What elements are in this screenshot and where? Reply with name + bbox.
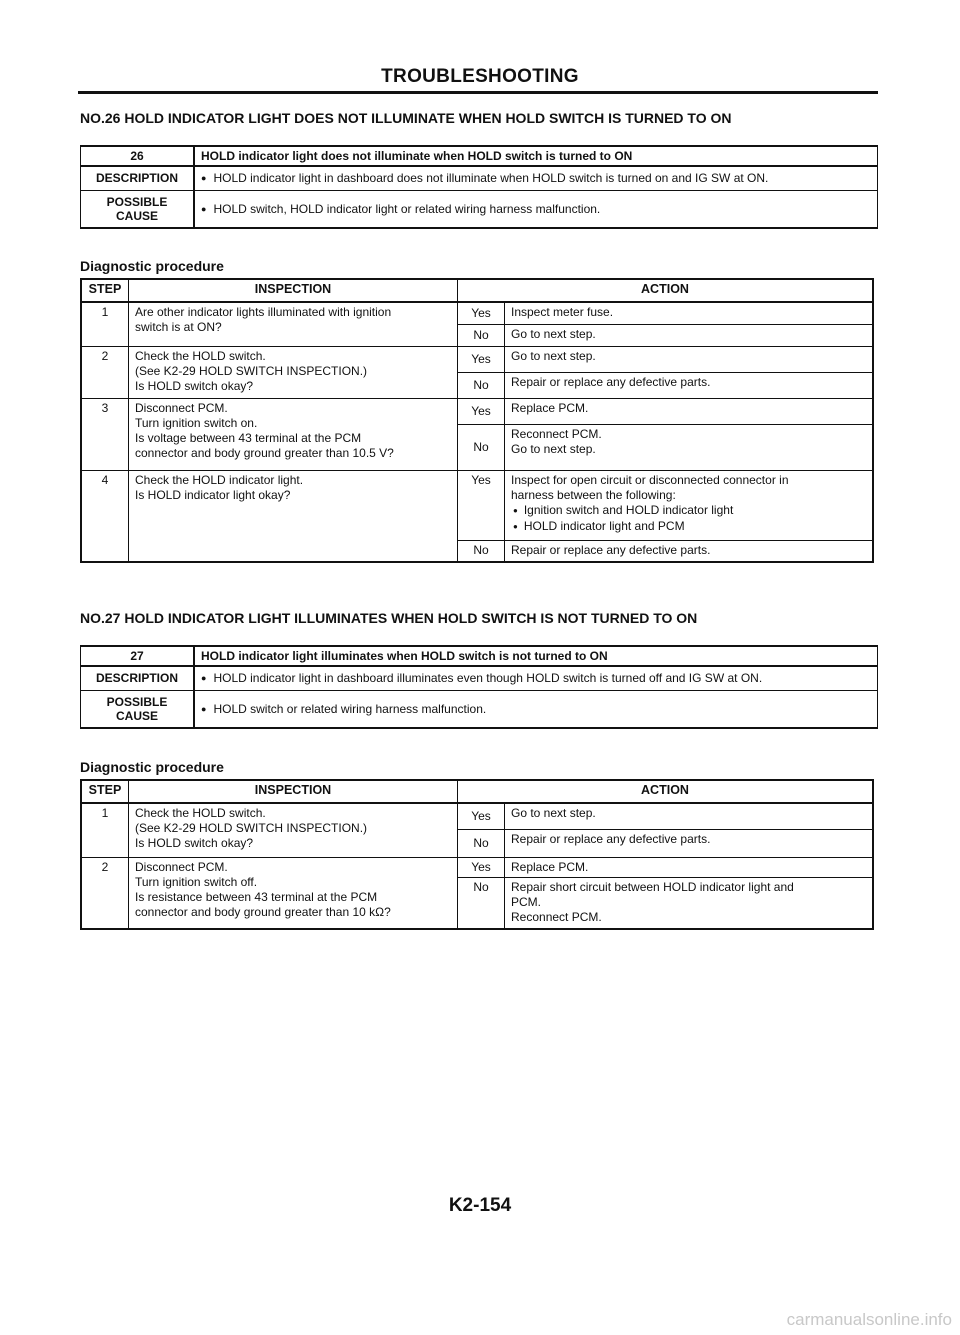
section-26-procedure-table	[80, 278, 874, 563]
yes-action-bullet: ● Ignition switch and HOLD indicator light	[511, 503, 866, 519]
yes-action: Inspect meter fuse.	[505, 302, 874, 324]
no-action: Repair or replace any defective parts.	[505, 540, 874, 562]
step-inspection: Disconnect PCM. Turn ignition switch on. Is voltage between 43 terminal at the PCM connector and body ground greater than 10.5 V?	[129, 398, 458, 470]
possible-cause-text: ● HOLD switch, HOLD indicator light or related wiring harness malfunction.	[201, 202, 600, 216]
description-text: ● HOLD indicator light in dashboard illuminates even though HOLD switch is turned off and IG SW at ON.	[201, 671, 762, 685]
no-label: No	[458, 424, 505, 470]
step-inspection: Check the HOLD switch. (See K2-29 HOLD SWITCH INSPECTION.) Is HOLD switch okay?	[129, 346, 458, 398]
step-inspection: Check the HOLD switch. (See K2-29 HOLD SWITCH INSPECTION.) Is HOLD switch okay?	[129, 803, 458, 857]
yes-label: Yes	[458, 302, 505, 324]
step-number: 2	[81, 857, 129, 929]
no-label: No	[458, 877, 505, 929]
symptom-number: 26	[81, 146, 195, 166]
step-inspection: Check the HOLD indicator light. Is HOLD indicator light okay?	[129, 470, 458, 562]
yes-label: Yes	[458, 857, 505, 877]
diagnostic-procedure-label: Diagnostic procedure	[80, 258, 224, 274]
step-number: 1	[81, 302, 129, 346]
step-inspection: Disconnect PCM. Turn ignition switch off. Is resistance between 43 terminal at the PCM connector and body ground greater than 10 kΩ?	[129, 857, 458, 929]
page-title: TROUBLESHOOTING	[381, 66, 579, 87]
yes-label: Yes	[458, 346, 505, 372]
section-27-procedure-table	[80, 779, 874, 930]
step-number: 1	[81, 803, 129, 857]
yes-label: Yes	[458, 398, 505, 424]
no-label: No	[458, 372, 505, 398]
possible-cause-text: ● HOLD switch or related wiring harness malfunction.	[201, 702, 486, 716]
diagnostic-procedure-label: Diagnostic procedure	[80, 759, 224, 775]
step-number: 3	[81, 398, 129, 470]
description-label: DESCRIPTION	[81, 166, 195, 190]
no-action: Repair or replace any defective parts.	[505, 372, 874, 398]
no-label: No	[458, 324, 505, 346]
yes-action: Replace PCM.	[505, 857, 874, 877]
column-inspection: INSPECTION	[129, 780, 458, 803]
no-label: No	[458, 829, 505, 857]
yes-label: Yes	[458, 803, 505, 829]
column-inspection: INSPECTION	[129, 279, 458, 302]
possible-cause-label: POSSIBLE CAUSE	[81, 690, 195, 728]
yes-action: Inspect for open circuit or disconnected connector in harness between the following: ● Ignition switch and HOLD indicator light ● HOLD indicator light and PCM	[505, 470, 874, 540]
description-text: ● HOLD indicator light in dashboard does not illuminate when HOLD switch is turned on and IG SW at ON.	[201, 171, 768, 185]
section-26-info-table	[80, 145, 878, 229]
column-action: ACTION	[458, 780, 874, 803]
no-action: Repair short circuit between HOLD indicator light and PCM. Reconnect PCM.	[505, 877, 874, 929]
watermark: carmanualsonline.info	[786, 1310, 952, 1329]
page-number: K2-154	[448, 1195, 512, 1216]
yes-action: Replace PCM.	[505, 398, 874, 424]
column-step: STEP	[81, 780, 129, 803]
step-inspection: Are other indicator lights illuminated with ignition switch is at ON?	[129, 302, 458, 346]
column-action: ACTION	[458, 279, 874, 302]
column-step: STEP	[81, 279, 129, 302]
no-action: Go to next step.	[505, 324, 874, 346]
symptom-title: HOLD indicator light does not illuminate when HOLD switch is turned to ON	[194, 146, 878, 166]
no-action: Reconnect PCM. Go to next step.	[505, 424, 874, 470]
yes-action: Go to next step.	[505, 346, 874, 372]
title-rule	[78, 91, 878, 94]
no-label: No	[458, 540, 505, 562]
step-number: 2	[81, 346, 129, 398]
no-action: Repair or replace any defective parts.	[505, 829, 874, 857]
description-label: DESCRIPTION	[81, 666, 195, 690]
symptom-title: HOLD indicator light illuminates when HOLD switch is not turned to ON	[194, 646, 878, 666]
section-27-heading: NO.27 HOLD INDICATOR LIGHT ILLUMINATES WHEN HOLD SWITCH IS NOT TURNED TO ON	[80, 610, 698, 626]
symptom-number: 27	[81, 646, 195, 666]
yes-action: Go to next step.	[505, 803, 874, 829]
yes-action-bullet: ● HOLD indicator light and PCM	[511, 519, 866, 535]
step-number: 4	[81, 470, 129, 562]
section-26-heading: NO.26 HOLD INDICATOR LIGHT DOES NOT ILLUMINATE WHEN HOLD SWITCH IS TURNED TO ON	[80, 110, 732, 126]
section-27-info-table	[80, 645, 878, 729]
yes-label: Yes	[458, 470, 505, 540]
possible-cause-label: POSSIBLE CAUSE	[81, 190, 195, 228]
